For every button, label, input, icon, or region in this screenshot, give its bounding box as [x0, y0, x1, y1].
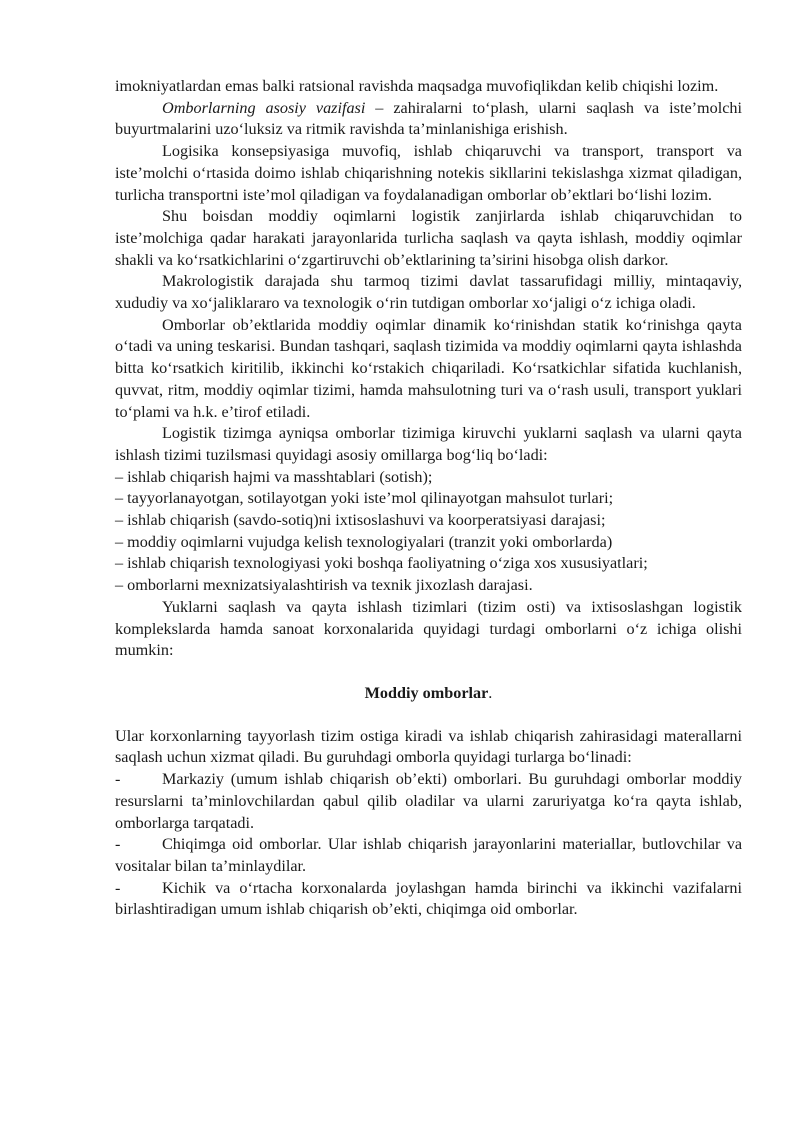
- list-item: – ishlab chiqarish texnologiyasi yoki boshqa faoliyatning o‘ziga xos xususiyatlari;: [115, 554, 648, 573]
- dash-mark: -: [115, 835, 121, 854]
- heading-period: .: [488, 683, 493, 702]
- dash-mark: -: [115, 878, 121, 897]
- list-item: – omborlarni mexnizatsiyalashtirish va texnik jixozlash darajasi.: [115, 576, 533, 595]
- heading-title: Moddiy omborlar: [364, 683, 489, 702]
- list-item: – ishlab chiqarish hajmi va masshtablari (sotish);: [115, 467, 433, 486]
- list-item-text: Kichik va o‘rtacha korxonalarda joylashgan hamda birinchi va ikkinchi vazifalarni birlashtiradigan umum ishlab chiqarish ob’ekti, chiqimga oid omborlar.: [115, 878, 742, 919]
- paragraph-text: – zahiralarni to‘plash, ularni saqlash va iste’molchi buyurtmalarini uzo‘luksiz va ritmik ravishda ta’minlanishiga erishish.: [115, 98, 742, 139]
- section-heading: [115, 683, 742, 705]
- list-item: [115, 769, 742, 834]
- list-item: [115, 878, 742, 921]
- paragraph: Omborlar ob’ektlarida moddiy oqimlar dinamik ko‘rinishdan statik ko‘rinishga qayta o‘tadi va uning teskarisi. Bundan tashqari, saqlash tizimida va moddiy oqimlarni qayta ishlashda bitta ko‘rsatkich kiritilib, ikkinchi ko‘rstakich chiqariladi. Ko‘rsatkichlar sifatida kuchlanish, quvvat, ritm, moddiy oqimlar tizimi, hamda mahsulotning turi va o‘rash usuli, transport yuklari to‘plami va h.k. e’tirof etiladi.: [115, 315, 742, 421]
- list-item-text: Chiqimga oid omborlar. Ular ishlab chiqarish jarayonlarini materiallar, butlovchilar va vositalar bilan ta’minlaydilar.: [115, 835, 742, 875]
- dash-mark: -: [115, 770, 121, 789]
- body-text: [115, 76, 742, 921]
- paragraph: Yuklarni saqlash va qayta ishlash tizimlari (tizim osti) va ixtisoslashgan logistik komplekslarda hamda sanoat korxonalarida quyidagi turdagi omborlarni o‘z ichiga olishi mumkin:: [115, 597, 742, 660]
- list-item-text: Markaziy (umum ishlab chiqarish ob’ekti) omborlari. Bu guruhdagi omborlar moddiy resurslarni ta’minlovchilardan qabul qilib oladilar va ularni zaruriyatga ko‘ra qayta ishlab, omborlarga tarqatadi.: [115, 770, 742, 832]
- paragraph: Makrologistik darajada shu tarmoq tizimi davlat tassarufidagi milliy, mintaqaviy, xududiy va xo‘jaliklararo va texnologik o‘rin tutdigan omborlar xo‘jaligi o‘z ichiga oladi.: [115, 272, 742, 313]
- paragraph: Ular korxonlarning tayyorlash tizim ostiga kiradi va ishlab chiqarish zahirasidagi materallarni saqlash uchun xizmat qiladi. Bu guruhdagi omborla quyidagi turlarga bo‘linadi:: [115, 726, 742, 767]
- list-item: – moddiy oqimlarni vujudga kelish texnologiyalari (tranzit yoki omborlarda): [115, 532, 613, 551]
- paragraph: Shu boisdan moddiy oqimlarni logistik zanjirlarda ishlab chiqaruvchidan to iste’molchiga qadar harakati jarayonlarida turlicha saqlash va qayta ishlash, moddiy oqimlar shakli va ko‘rsatkichlarini o‘zgartiruvchi ob’ektlarining ta’sirini hisobga olish darkor.: [115, 207, 742, 269]
- paragraph: Logistik tizimga ayniqsa omborlar tizimiga kiruvchi yuklarni saqlash va ularni qayta ishlash tizimi tuzilsmasi quyidagi asosiy omillarga bog‘liq bo‘ladi:: [115, 424, 742, 464]
- paragraph: Logisika konsepsiyasiga muvofiq, ishlab chiqaruvchi va transport, transport va iste’molchi o‘rtasida doimo ishlab chiqarishning notekis sikllarini tekislashga xizmat qiladigan, turlicha transportni iste’mol qiladigan va foydalanadigan omborlar ob’ektlari bo‘lishi lozim.: [115, 142, 742, 204]
- list-item: [115, 834, 742, 877]
- italic-term: Omborlarning asosiy vazifasi: [162, 98, 366, 117]
- paragraph: imokniyatlardan emas balki ratsional ravishda maqsadga muvofiqlikdan kelib chiqishi lozim.: [115, 77, 719, 95]
- list-item: – ishlab chiqarish (savdo-sotiq)ni ixtisoslashuvi va koorperatsiyasi darajasi;: [115, 511, 606, 530]
- list-item: – tayyorlanayotgan, sotilayotgan yoki iste’mol qilinayotgan mahsulot turlari;: [115, 489, 614, 508]
- paragraph: [115, 98, 742, 141]
